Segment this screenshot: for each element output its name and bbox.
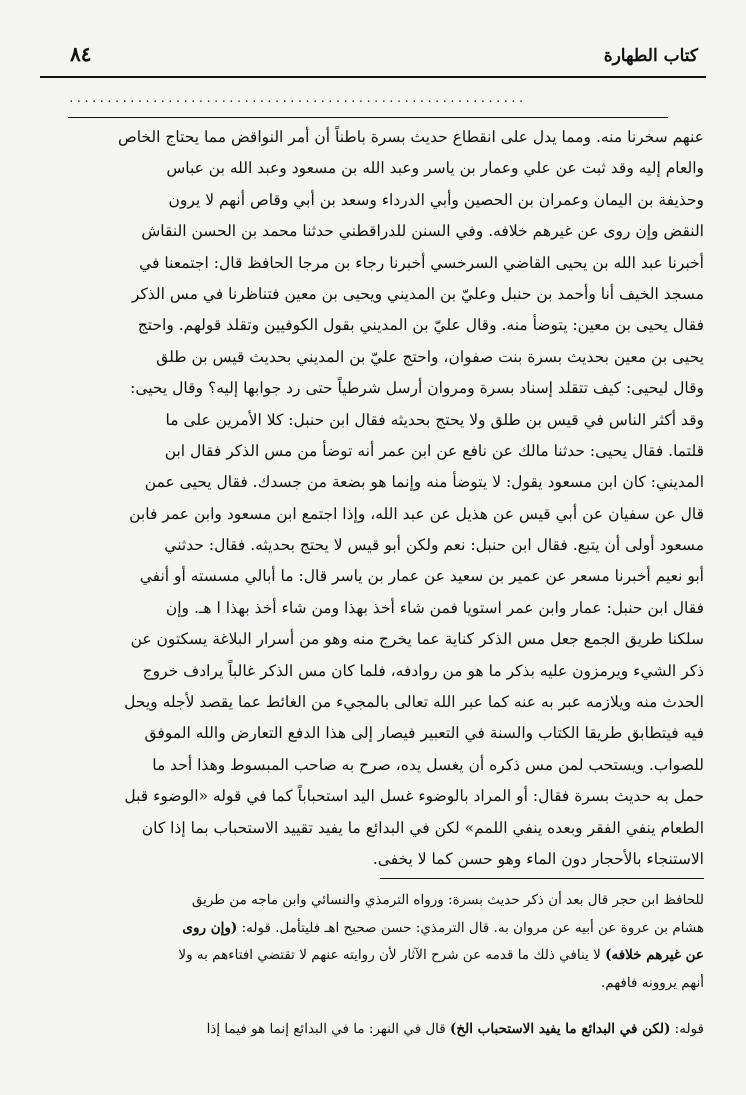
text-line: النقض وإن روى عن غيرهم خلافه. وفي السنن للدراقطني حدثنا محمد بن الحسن النقاش [141, 222, 704, 241]
page-number: ٨٤ [70, 42, 92, 66]
footnote-block-2 [64, 1016, 704, 1044]
text-line: مسعود أولى أن يتبع. فقال ابن حنبل: نعم ولكن أبو قيس لا يحتج بحديثه. فقال: حدثني [164, 536, 704, 555]
text-line: فيه فيتطابق طريقا الكتاب والسنة في التعبير فيصار إلى هذا الدفع التعارض والله الموفق [144, 724, 704, 743]
text-line: وقال ليحيى: كيف تتقلد إسناد بسرة ومروان أرسل شرطياً حتى رد جوابها إليه؟ وقال يحيى: [130, 379, 704, 398]
text-line: وحذيفة بن اليمان وعمران بن الحصين وأبي الدرداء وسعد بن أبي وقاص أنهم لا يرون [168, 190, 704, 209]
footnote-text: هشام بن عروة عن أبيه عن مروان به. قال الترمذي: حسن صحيح اهـ فليتأمل. قوله: [237, 919, 704, 936]
footnote-block-1 [64, 887, 704, 997]
text-line: أخبرنا عبد الله بن يحيى القاضي السرخسي أخبرنا رجاء بن مرجا الحافظ قال: اجتمعنا في [139, 253, 704, 272]
text-line: يحيى بن معين بحديث بسرة بنت صفوان، واحتج عليّ بن المديني بحديث قيس بن طلق [156, 347, 704, 366]
text-line: سلكنا طريق الجمع جعل مس الذكر كناية عما يخرج منه وهو من أسرار البلاغة يسكتون عن [130, 630, 704, 649]
footnote-text: لا ينافي ذلك ما قدمه عن شرح الآثار لأن روايته عنهم لا تقتضي افتاءهم به ولا [178, 947, 606, 963]
footnote-line [64, 887, 704, 915]
footnote-line [64, 942, 704, 970]
text-line: ذكر الشيء ويرمزون عليه بذكر ما هو من روادفه، فلما كان مس الذكر غالباً يرادف خروج [142, 661, 704, 680]
footnote-line [64, 1016, 704, 1044]
text-line: قلتما. فقال يحيى: حدثنا مالك عن نافع عن ابن عمر أنه توضأ من مس الذكر فقال ابن [164, 441, 704, 460]
footnote-text: قوله: [670, 1021, 704, 1037]
top-rule [68, 117, 668, 118]
footnote-rule [380, 878, 704, 879]
text-line: للصواب. ويستحب لمن مس ذكره أن يغسل يده، صرح به صاحب المبسوط وهذا أحد ما [152, 755, 704, 774]
text-line: مسجد الخيف أنا وأحمد بن حنبل وعليّ بن المديني ويحيى بن معين فتناظرنا في مس الذكر [131, 284, 704, 303]
text-line: الاستنجاء بالأحجار دون الماء وهو حسن كما لا يخفى. [372, 849, 704, 868]
footnote-line [64, 970, 704, 998]
text-line: الحدث منه ويلازمه عبر به عنه كما عبر الله تعالى بالمجيء من الغائط عما يقصد لأجله ويحل [124, 693, 704, 712]
text-line: المديني: كان ابن مسعود يقول: لا يتوضأ منه وإنما هو بضعة من جسدك. فقال يحيى عمن [144, 473, 704, 492]
running-title: كتاب الطهارة [603, 46, 698, 66]
text-line: وقد أكثر الناس في قيس بن طلق ولا يحتج بحديثه فقال ابن حنبل: كلا الأمرين على ما [165, 410, 704, 429]
text-line: فقال ابن حنبل: عمار وابن عمر استويا فمن شاء أخذ بهذا ومن شاء أخذ بهذا ا هـ. وإن [165, 598, 704, 617]
page-header [40, 40, 706, 78]
text-line: أبو نعيم أخبرنا مسعر عن عمير بن سعيد عن عمار بن ياسر قال: ما أبالي مسسته أو أنفي [139, 567, 704, 586]
text-line: عنهم سخرنا منه. ومما يدل على انقطاع حديث بسرة باطناً أن أمر النواقض مما يحتاج الخاص [117, 128, 704, 146]
text-line: حمل به حديث بسرة فقال: أو المراد بالوضوء غسل اليد استحباباً كما في قوله «الوضوء قبل [124, 787, 704, 806]
main-text-block [64, 122, 704, 875]
footnote-text: أنهم يروونه فافهم. [600, 974, 704, 991]
text-line: قال عن سفيان عن أبي قيس عن هذيل عن عبد الله، وإذا اجتمع ابن مسعود وابن عمر فابن [129, 504, 704, 523]
footnote-quote: عن غيرهم خلافه) [605, 947, 704, 963]
footnote-quote: (وإن روى [182, 919, 238, 936]
dotted-separator: ............................................................ [68, 92, 526, 105]
text-line: والعام إليه وقد ثبت عن علي وعمار بن ياسر وعبد الله بن مسعود وعبد الله بن عباس [166, 159, 704, 178]
footnote-quote: (لكن في البدائع ما يفيد الاستحباب الخ) [450, 1021, 671, 1037]
footnote-line [64, 915, 704, 943]
text-line: فقال يحيى بن معين: يتوضأ منه. وقال عليّ بن المديني بقول الكوفيين وتقلد قولهم. واحتج [137, 316, 704, 335]
text-line: الطعام ينفي الفقر وبعده ينفي اللمم» لكن في البدائع ما يفيد تقييد الاستحباب بما إذا كان [141, 818, 704, 837]
footnote-text: قال في النهر: ما في البدائع إنما هو فيما إذا [206, 1021, 451, 1037]
footnote-text: للحافظ ابن حجر قال بعد أن ذكر حديث بسرة: ورواه الترمذي والنسائي وابن ماجه من طريق [191, 892, 704, 908]
